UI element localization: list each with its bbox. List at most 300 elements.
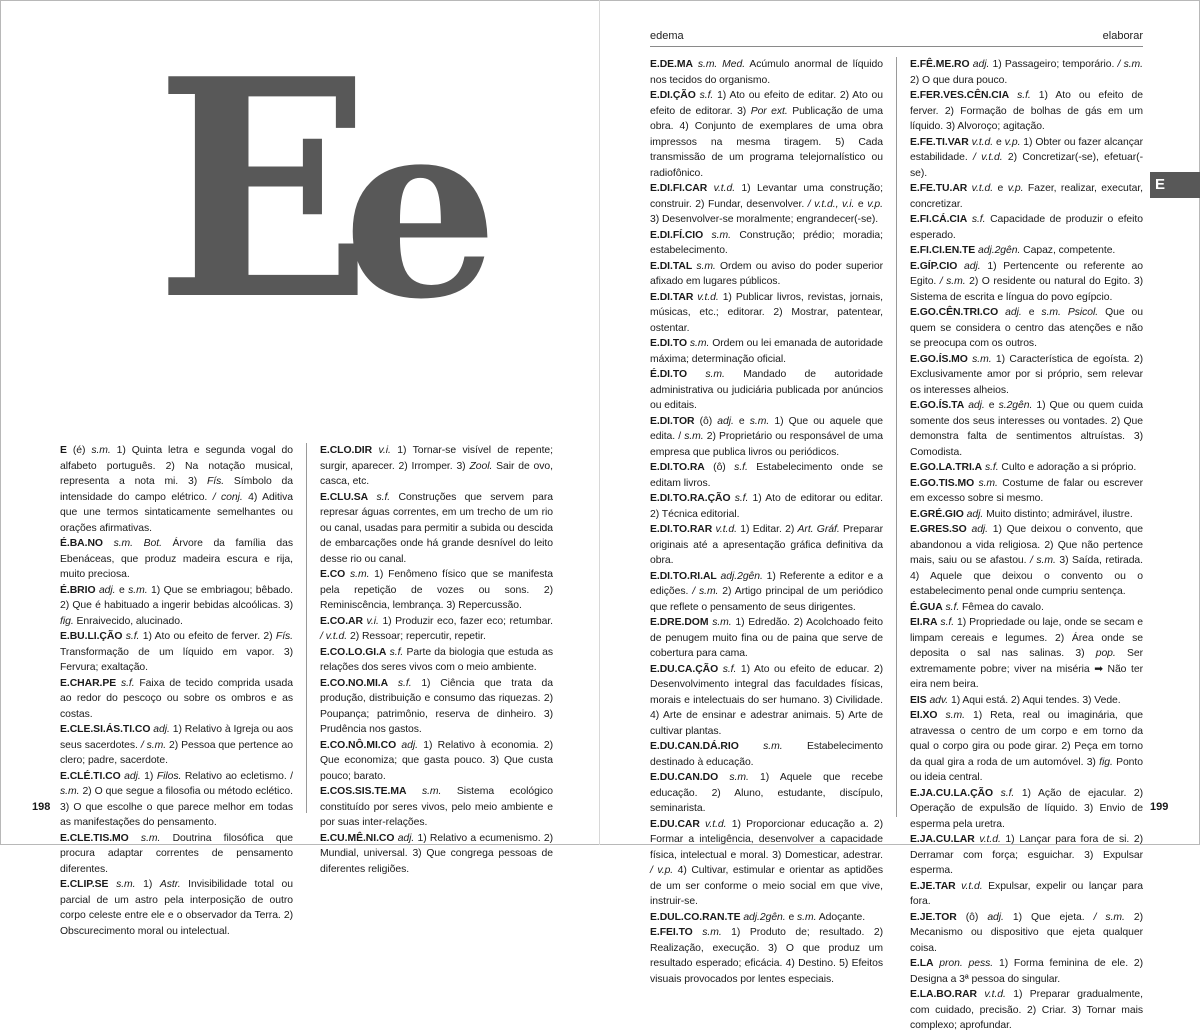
grammar-label: Astr. <box>159 879 181 890</box>
entry-definition <box>703 230 711 241</box>
left-page-column-1 <box>60 443 293 939</box>
entry-definition <box>103 538 114 549</box>
entry-headword: E.JA.CU.LA.ÇÃO <box>910 787 994 799</box>
entry-definition: 1) Tornar-se visível de repente; surgir, aparecer. 2) Irromper. 3) <box>320 445 553 472</box>
entry-definition: 1) <box>140 770 157 782</box>
entry-definition: (ô) <box>704 462 735 473</box>
entry-definition: 1) Forma feminina de ele. 2) Designa a 3ª pessoa do singular. <box>910 958 1143 985</box>
entry-definition: (é) <box>66 445 92 456</box>
entry-headword: E.DI.FI.CAR <box>650 183 708 194</box>
entry-definition: 2) Concretizar(-se), efetuar(-se). <box>910 152 1143 179</box>
entry-definition: 1) Que ou quem cuida somente dos seus interesses ou vontades. 2) Que demonstra falta de sentimentos altruístas. 3) Comodista. <box>910 400 1144 458</box>
grammar-label: / s.m. <box>1117 59 1143 70</box>
entry-definition: Sair de ovo, casca, etc. <box>320 460 554 487</box>
entry-headword: E.GRES.SO <box>910 524 967 535</box>
entry-definition: Muito distinto; admirável, ilustre. <box>983 508 1133 520</box>
entry-headword: E.CLO.DIR <box>320 445 373 456</box>
entry-headword: E.GO.LA.TRI.A <box>910 462 983 473</box>
right-page-column-1 <box>650 57 883 987</box>
entry-headword: E.DI.TO.RA.ÇÃO <box>650 493 731 504</box>
grammar-label: s.2gên. <box>998 400 1033 411</box>
grammar-label: Filos. <box>156 770 182 782</box>
dictionary-entry <box>910 600 1143 616</box>
entry-definition: 1) Relativo à Igreja ou aos seus sacerdotes. <box>60 724 293 751</box>
dictionary-entry <box>650 910 883 926</box>
entry-definition: 1) Passageiro; temporário. <box>989 59 1118 70</box>
grammar-label: s.f. <box>722 663 737 675</box>
entry-definition: Capaz, competente. <box>1020 245 1116 256</box>
dictionary-entry <box>650 181 883 228</box>
dictionary-entry <box>910 786 1143 833</box>
grammar-label: Fís. <box>275 631 294 642</box>
grammar-label: / s.m. <box>1030 555 1056 566</box>
entry-definition: 1) Reta, real ou imaginária, que atravessa o centro de um corpo e em torno da qual o corpo gira ou pode girar. 2) Peça em torno da qual gira a roda de um automóvel. 3) <box>910 710 1143 768</box>
grammar-label: s.f. <box>389 646 404 658</box>
entry-definition: 3) Saída, retirada. 4) Aquele que deixou o convento ou o estabelecimento penal onde cumpriu sentença. <box>910 555 1144 597</box>
entry-definition: 2) Pessoa que pertence ao clero; padre, sacerdote. <box>60 739 293 766</box>
dictionary-entry <box>910 305 1143 352</box>
dictionary-entry <box>650 817 883 910</box>
entry-definition: Estabelecimento onde se editam livros. <box>650 462 883 489</box>
entry-definition: Culto e adoração a si próprio. <box>998 462 1137 473</box>
left-page-column-2 <box>320 443 553 877</box>
grammar-label: v.t.d. <box>713 183 736 194</box>
entry-definition: 1) Propriedade ou laje, onde se secam e limpam cereais e legumes. 2) Área onde se deposita o sal nas salinas. 3) <box>910 617 1143 659</box>
dictionary-entry <box>60 629 293 676</box>
entry-definition: 1) Levantar uma construção; construir. 2) Fundar, desenvolver. <box>650 183 883 210</box>
entry-headword: E.FI.CÁ.CIA <box>910 214 968 225</box>
entry-definition: 1) Pertencente ou referente ao Egito. <box>910 260 1143 287</box>
grammar-label: s.m. <box>711 229 731 241</box>
entry-headword: E.GO.TIS.MO <box>910 477 975 489</box>
grammar-label: v.p. <box>1007 183 1024 194</box>
grammar-label: Fís. <box>206 476 225 487</box>
dictionary-entry <box>320 831 553 878</box>
entry-headword: E.CO.NO.MI.A <box>320 677 389 689</box>
entry-definition: 1) Publicar livros, revistas, jornais, músicas, etc.; editorar. 2) Mostrar, patentear, ostentar. <box>650 291 883 334</box>
grammar-label: adj. <box>972 59 990 70</box>
entry-definition: e <box>1021 307 1042 318</box>
grammar-label: / s.m. <box>140 739 167 751</box>
grammar-label: s.m. <box>140 832 161 844</box>
entry-definition: 1) Ato de editorar ou editar. 2) Técnica editorial. <box>650 493 884 520</box>
grammar-label: s.m. <box>60 786 80 797</box>
entry-definition: Capacidade de produzir o efeito esperado. <box>910 214 1143 241</box>
entry-definition: Fazer, realizar, executar, concretizar. <box>910 183 1144 210</box>
entry-headword: É.DI.TO <box>650 369 687 380</box>
grammar-label: v.i. <box>378 445 391 456</box>
dictionary-entry <box>910 879 1143 910</box>
dictionary-entry <box>320 567 553 614</box>
running-head-last-entry: elaborar <box>1102 30 1143 42</box>
entry-headword: E.COS.SIS.TE.MA <box>320 786 407 797</box>
entry-headword: E.DU.CA.ÇÃO <box>650 663 719 675</box>
entry-headword: E.CO.LO.GI.A <box>320 646 387 658</box>
dictionary-entry <box>60 722 293 769</box>
dictionary-entry <box>60 583 293 630</box>
entry-definition: 1) Que ejeta. <box>1003 911 1094 923</box>
entry-definition: 2) O que dura pouco. <box>910 74 1008 86</box>
entry-headword: E.JA.CU.LAR <box>910 834 975 845</box>
dictionary-entry <box>650 460 883 491</box>
grammar-label: adj. <box>968 400 985 411</box>
grammar-label: v.i. <box>366 615 379 627</box>
entry-definition: Mandado de autoridade administrativa ou judiciária publicada por anúncios ou editais. <box>650 369 883 411</box>
grammar-label: s.f. <box>945 601 960 613</box>
dictionary-entry <box>650 367 883 414</box>
running-head-first-entry: edema <box>650 30 684 42</box>
entry-definition: e <box>115 584 129 596</box>
dictionary-entry <box>910 910 1143 957</box>
grammar-label: / v.p. <box>650 865 674 876</box>
dictionary-entry <box>910 57 1143 88</box>
dictionary-entry <box>60 676 293 723</box>
grammar-label: / conj. <box>212 491 243 503</box>
dictionary-entry <box>320 676 553 738</box>
entry-definition: Construção; prédio; moradia; estabelecimento. <box>650 229 883 256</box>
entry-definition <box>739 741 763 752</box>
entry-definition: 2) O que segue a filosofia ou método eclético. 3) O que escolhe o que parece melhor em todas as manifestações do pensamento. <box>60 786 293 828</box>
grammar-label: adj. <box>153 724 170 735</box>
dictionary-entry <box>910 135 1143 182</box>
entry-headword: E.LA <box>910 958 934 969</box>
entry-definition: 1) Relativo à economia. 2) Que economiza; que gasta pouco. 3) Que custa pouco; barato. <box>320 739 553 782</box>
big-letter-upper: E <box>154 13 344 366</box>
grammar-label: v.t.d. <box>697 291 719 303</box>
column-rule <box>896 57 897 817</box>
dictionary-entry <box>320 443 553 490</box>
grammar-label: s.m. <box>91 445 111 456</box>
dictionary-entry <box>320 738 553 785</box>
entry-headword: É.GUA <box>910 601 943 613</box>
entry-definition: 1) Que se embriagou; bêbado. 2) Que é habituado a ingerir bebidas alcoólicas. 3) <box>60 584 293 611</box>
entry-definition: e <box>785 911 798 923</box>
entry-definition: (ô) <box>694 415 718 427</box>
dictionary-entry <box>320 645 553 676</box>
entry-headword: E.DU.CAN.DO <box>650 772 719 783</box>
entry-definition: 1) Produto de; resultado. 2) Realização, execução. 3) O que produz um resultado esperado; eficácia. 4) Destino. 5) Efeitos visuais provocados por lentes especiais. <box>650 927 883 985</box>
entry-definition: Preparar originais até a apresentação gráfica definitiva da obra. <box>650 524 883 566</box>
grammar-label: adj. <box>971 524 989 535</box>
entry-definition <box>937 710 945 721</box>
grammar-label: v.t.d. <box>979 834 1001 845</box>
entry-definition <box>406 786 422 797</box>
grammar-label: adj. <box>397 832 415 844</box>
thumb-index-tab[interactable]: E <box>1150 172 1200 198</box>
grammar-label: adj.2gên. <box>720 570 763 582</box>
dictionary-entry <box>910 88 1143 135</box>
grammar-label: s.m. Psicol. <box>1041 307 1099 318</box>
entry-definition <box>108 879 116 890</box>
grammar-label: s.m. <box>116 879 136 890</box>
entry-definition <box>129 833 141 844</box>
entry-definition: 1) Quinta letra e segunda vogal do alfabeto português. 2) Na notação musical, representa a nota mi. 3) <box>60 445 293 487</box>
dictionary-entry <box>60 443 293 536</box>
dictionary-entry <box>910 212 1143 243</box>
grammar-label: v.t.d. <box>971 136 994 148</box>
entry-definition <box>388 678 398 689</box>
dictionary-entry <box>650 88 883 181</box>
entry-headword: E.GO.ÍS.MO <box>910 353 968 365</box>
grammar-label: adj.2gên. <box>743 911 786 923</box>
grammar-label: adj. <box>98 584 116 596</box>
dictionary-entry <box>910 708 1143 786</box>
entry-headword: E.CO.AR <box>320 615 363 627</box>
entry-definition: 1) Editar. 2) <box>736 524 798 535</box>
dictionary-entry <box>650 336 883 367</box>
entry-definition: 2) O residente ou natural do Egito. 3) Sistema de escrita e língua do povo egípcio. <box>910 276 1143 303</box>
dictionary-entry <box>320 784 553 831</box>
grammar-label: adv. <box>929 694 949 706</box>
dictionary-entry <box>910 615 1143 693</box>
entry-headword: É.BA.NO <box>60 538 103 549</box>
entry-headword: E.GÍP.CIO <box>910 260 958 272</box>
entry-headword: E.CLIP.SE <box>60 879 109 890</box>
entry-headword: E.DUL.CO.RAN.TE <box>650 911 741 923</box>
entry-definition: 2) Ressoar; repercutir, repetir. <box>347 631 486 642</box>
entry-definition: 2) Proprietário ou responsável de uma empresa que publica livros ou periódicos. <box>650 431 883 458</box>
grammar-label: s.m. <box>702 927 722 938</box>
entry-headword: E.DI.TO.RI.AL <box>650 570 717 582</box>
entry-headword: E.BU.LI.ÇÃO <box>60 631 123 642</box>
entry-headword: E.FI.CI.EN.TE <box>910 245 976 256</box>
grammar-label: s.m. <box>763 741 783 752</box>
dictionary-entry <box>910 181 1143 212</box>
entry-definition: 1) Ação de ejacular. 2) Operação de expulsão de líquido. 3) Envio de esperma pela uretra. <box>910 787 1143 830</box>
dictionary-entry <box>650 259 883 290</box>
entry-headword: E.DI.TAR <box>650 291 694 303</box>
grammar-label: s.f. <box>984 462 999 473</box>
grammar-label: v.t.d. <box>705 818 727 830</box>
entry-headword: E.JE.TOR <box>910 911 957 923</box>
grammar-label: s.f. <box>940 617 955 628</box>
dictionary-entry <box>650 290 883 337</box>
grammar-label: s.m. <box>945 710 965 721</box>
grammar-label: s.m. <box>684 431 704 442</box>
grammar-label: / v.t.d. <box>973 152 1003 163</box>
entry-headword: E.GO.ÍS.TA <box>910 400 965 411</box>
entry-headword: E.DRE.DOM <box>650 617 709 628</box>
header-rule <box>650 46 1143 47</box>
grammar-label: s.f. <box>1000 787 1015 799</box>
entry-definition <box>977 989 984 1000</box>
dictionary-entry <box>910 476 1143 507</box>
grammar-label: / s.m. <box>692 586 719 597</box>
entry-headword: E.JE.TAR <box>910 880 956 892</box>
entry-definition: 3) Desenvolver-se moralmente; engrandecer(-se). <box>650 214 879 225</box>
grammar-label: v.p. <box>867 198 883 210</box>
entry-definition: 1) Ato ou efeito de ferver. 2) Formação de bolhas de gás em um líquido. 3) Alvoroço; agitação. <box>910 90 1143 132</box>
grammar-label: v.t.d. <box>715 524 737 535</box>
grammar-label: adj. <box>987 911 1004 923</box>
grammar-label: s.f. <box>971 214 986 225</box>
grammar-label: / v.t.d. <box>320 631 348 642</box>
entry-definition: Estabelecimento destinado à educação. <box>650 741 884 768</box>
grammar-label: / v.t.d., v.i. <box>807 198 855 210</box>
grammar-label: / s.m. <box>939 276 966 287</box>
entry-definition: 1) Ciência que trata da produção, distribuição e consumo das riquezas. 2) Poupança; patrimônio, reserva de dinheiro. 3) Prudência nos gastos. <box>320 677 554 735</box>
entry-headword: E.DI.ÇÃO <box>650 90 696 101</box>
grammar-label: fig. <box>60 615 74 627</box>
dictionary-entry <box>60 877 293 939</box>
dictionary-entry <box>910 460 1143 476</box>
dictionary-entry <box>650 662 883 740</box>
dictionary-entry <box>650 615 883 662</box>
page-gutter <box>599 0 600 845</box>
entry-definition: 1) Proporcionar educação a. 2) Formar a inteligência, desenvolver a capacidade física, intelectual e moral. 3) Domesticar, adestrar. <box>650 818 883 861</box>
entry-definition: 1) Lançar para fora de si. 2) Derramar com força; esguichar. 3) Expulsar esperma. <box>910 834 1143 876</box>
grammar-label: adj. <box>401 739 418 751</box>
grammar-label: s.m. <box>972 353 992 365</box>
dictionary-entry <box>650 414 883 461</box>
dictionary-entry <box>910 832 1143 879</box>
page-number-right: 199 <box>1150 801 1169 813</box>
entry-headword: E.DI.TAL <box>650 260 693 272</box>
dictionary-entry <box>60 831 293 878</box>
entry-definition: 1) Característica de egoísta. 2) Exclusivamente amor por si próprio, sem relevar os interesses alheios. <box>910 353 1143 396</box>
entry-definition: 4) Cultivar, estimular e orientar as aptidões de um ser conforme o meio social em que vive, instruir-se. <box>650 865 883 907</box>
entry-definition: e <box>733 415 750 427</box>
entry-definition: 2) Artigo principal de um periódico que reflete o pensamento de seus dirigentes. <box>650 586 883 613</box>
grammar-label: adj. <box>124 770 141 782</box>
entry-definition: 1) Aquele que recebe educação. 2) Aluno, estudante, discípulo, seminarista. <box>650 772 884 814</box>
grammar-label: s.m. <box>128 584 148 596</box>
grammar-label: s.m. Med. <box>697 59 746 70</box>
entry-definition: 1) Obter ou fazer alcançar estabilidade. <box>910 136 1143 163</box>
entry-definition: 1) Produzir eco, fazer eco; retumbar. <box>378 615 553 627</box>
entry-definition: Expulsar, expelir ou lançar para fora. <box>910 880 1143 907</box>
grammar-label: s.m. <box>749 415 770 427</box>
entry-definition: 2) Mecanismo ou dispositivo que ejeta qualquer coisa. <box>910 911 1143 954</box>
entry-definition: Fêmea do cavalo. <box>959 601 1044 613</box>
entry-definition: Ordem ou aviso do poder superior afixado em lugares públicos. <box>650 260 883 287</box>
entry-definition: e <box>993 136 1005 148</box>
dictionary-entry <box>60 536 293 583</box>
entry-headword: E.CU.MÊ.NI.CO <box>320 832 395 844</box>
entry-definition: 1) Fenômeno físico que se manifesta pela repetição de vozes ou sons. 2) Reminiscência, lembrança. 3) Repercussão. <box>320 569 553 611</box>
entry-definition: e <box>984 400 999 411</box>
dictionary-entry <box>650 522 883 569</box>
entry-definition: 1) Que deixou o convento, que abandonou a vida religiosa. 2) Que não pertence mais, saiu ou se afastou. <box>910 524 1143 566</box>
entry-headword: E.DI.TO.RA <box>650 462 705 473</box>
dictionary-entry <box>910 987 1143 1034</box>
entry-headword: E.DU.CAN.DÁ.RIO <box>650 741 739 752</box>
grammar-label: pop. <box>1095 648 1116 659</box>
dictionary-entry <box>650 770 883 817</box>
dictionary-entry <box>910 259 1143 306</box>
grammar-label: adj. <box>1005 307 1022 318</box>
entry-headword: E.CLÉ.TI.CO <box>60 770 121 782</box>
entry-definition: Ser extremamente pobre; viver na miséria ➡ Não ter eira nem beira. <box>910 648 1144 690</box>
dictionary-entry <box>910 507 1143 523</box>
grammar-label: s.m. <box>797 911 817 923</box>
entry-headword: E.GRÉ.GIO <box>910 508 964 520</box>
dictionary-entry <box>320 490 553 568</box>
entry-headword: E.LA.BO.RAR <box>910 989 977 1000</box>
entry-definition: e <box>854 198 868 210</box>
entry-definition: Ponto ou ideia central. <box>910 756 1143 783</box>
grammar-label: s.m. <box>349 569 370 580</box>
entry-headword: E.DI.FÍ.CIO <box>650 229 704 241</box>
entry-definition <box>1009 90 1017 101</box>
entry-headword: E.GO.CÊN.TRI.CO <box>910 307 999 318</box>
entry-definition: Símbolo da intensidade do campo elétrico. <box>60 476 293 503</box>
entry-definition <box>687 369 705 380</box>
grammar-label: / s.m. <box>1093 911 1125 923</box>
entry-definition: 4) Aditiva que une termos sintaticamente semelhantes ou orações afirmativas. <box>60 491 293 534</box>
grammar-label: s.m. <box>729 772 749 783</box>
entry-headword: E.CLE.SI.ÁS.TI.CO <box>60 724 151 735</box>
grammar-label: s.f. <box>1017 90 1031 101</box>
entry-headword: E.DE.MA <box>650 59 693 70</box>
entry-headword: EI.RA <box>910 617 938 628</box>
entry-definition: Transformação de um líquido em vapor. 3) Fervura; exaltação. <box>60 646 293 673</box>
entry-definition: e <box>993 183 1008 194</box>
grammar-label: s.m. <box>421 786 442 797</box>
entry-definition: 1) Ato ou efeito de educar. 2) Desenvolvimento integral das faculdades físicas, morais e intelectuais do ser humano. 3) Civilidade. 4) Arte de ensinar e adestrar animais. 5) Arte de cultivar plantas. <box>650 663 884 737</box>
right-page-column-2 <box>910 57 1143 1034</box>
dictionary-entry <box>650 739 883 770</box>
grammar-label: adj. <box>717 415 734 427</box>
entry-definition: Árvore da família das Ebenáceas, que produz madeira escura e rija, muito preciosa. <box>60 538 293 580</box>
grammar-label: s.m. Bot. <box>113 538 162 549</box>
grammar-label: v.p. <box>1004 136 1021 148</box>
dictionary-entry <box>650 569 883 616</box>
entry-definition: Que ou quem se considera o centro das atenções e não se preocupa com os outros. <box>910 307 1144 349</box>
grammar-label: Art. Gráf. <box>797 524 840 535</box>
dictionary-entry <box>650 57 883 88</box>
grammar-label: Zool. <box>469 460 493 472</box>
grammar-label: fig. <box>1099 756 1113 768</box>
grammar-label: s.f. <box>120 677 135 689</box>
dictionary-entry <box>650 491 883 522</box>
grammar-label: s.f. <box>397 677 412 689</box>
dictionary-entry <box>910 398 1143 460</box>
dictionary-entry <box>650 228 883 259</box>
entry-definition: Sistema ecológico constituído por seres vivos, pelo meio ambiente e por suas inter-relações. <box>320 786 553 828</box>
grammar-label: Por ext. <box>750 105 788 117</box>
entry-headword: E.CO.NÔ.MI.CO <box>320 739 397 751</box>
entry-headword: E.CO <box>320 569 346 580</box>
dictionary-entry <box>910 352 1143 399</box>
grammar-label: v.t.d. <box>961 880 983 892</box>
entry-definition: 1) Relativo a ecumenismo. 2) Mundial, universal. 3) Que congrega pessoas de diferentes religiões. <box>320 832 553 875</box>
entry-definition: Costume de falar ou escrever em excesso sobre si mesmo. <box>910 477 1144 504</box>
section-letter-display <box>150 13 480 440</box>
dictionary-entry <box>910 956 1143 987</box>
grammar-label: adj.2gên. <box>978 245 1021 256</box>
entry-headword: E.DI.TOR <box>650 415 695 427</box>
grammar-label: adj. <box>964 260 981 272</box>
grammar-label: s.f. <box>734 462 748 473</box>
grammar-label: s.m. <box>696 260 716 272</box>
dictionary-entry <box>320 614 553 645</box>
entry-definition: Parte da biologia que estuda as relações dos seres vivos com o meio ambiente. <box>320 646 553 673</box>
entry-definition: 1) Ato ou efeito de ferver. 2) <box>139 631 276 642</box>
entry-definition: 1) Edredão. 2) Acolchoado feito de penugem muito fina ou de paina que serve de cobertura para cama. <box>650 617 883 659</box>
entry-headword: E.CHAR.PE <box>60 677 117 689</box>
entry-headword: E.FÊ.ME.RO <box>910 59 970 70</box>
entry-definition: 1) Referente a editor e a edições. <box>650 570 883 597</box>
entry-headword: E.FER.VES.CÊN.CIA <box>910 90 1010 101</box>
grammar-label: s.f. <box>734 493 749 504</box>
grammar-label: s.m. <box>705 369 725 380</box>
entry-headword: E.FEI.TO <box>650 927 693 938</box>
entry-definition: Ordem ou lei emanada de autoridade máxima; determinação oficial. <box>650 338 883 365</box>
page-number-left: 198 <box>32 801 51 813</box>
entry-headword: E.CLE.TIS.MO <box>60 832 129 844</box>
entry-headword: E.FE.TU.AR <box>910 183 968 194</box>
